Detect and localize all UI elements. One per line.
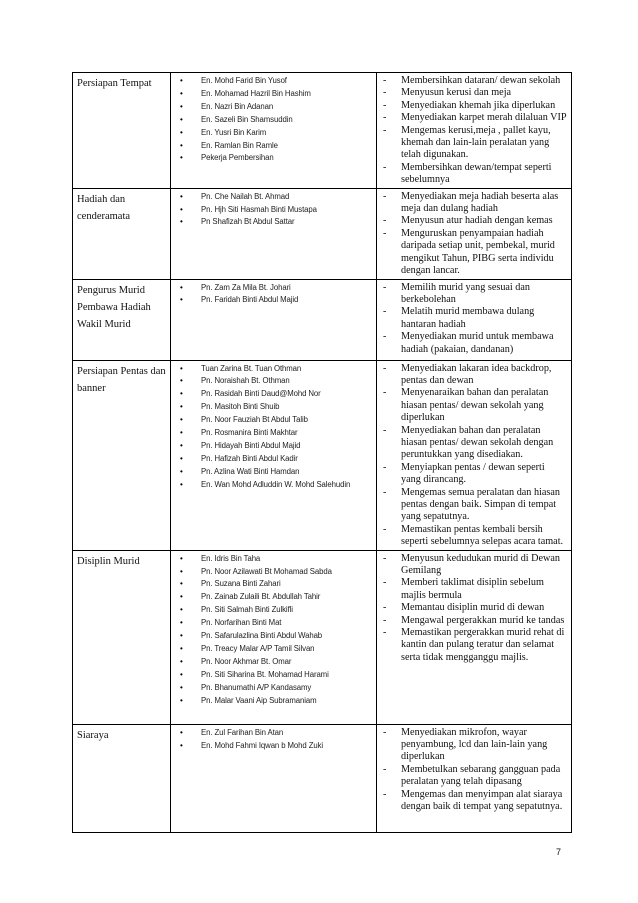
task-item: - Menyusun atur hadiah dengan kemas [381, 215, 567, 227]
member-item: • Pn. Rosmanira Binti Makhtar [175, 427, 372, 440]
unit-cell [73, 724, 171, 832]
task-item: - Menyediakan murid untuk membawa hadiah (pakaian, dandanan) [381, 331, 567, 356]
task-item: - Mengemas dan menyimpan alat siaraya dengan baik di tempat yang sepatutnya. [381, 789, 567, 814]
members-cell [171, 360, 377, 550]
task-list [381, 282, 567, 356]
task-item: - Menyediakan karpet merah dilaluan VIP [381, 112, 567, 124]
unit-name: Pengurus Murid Pembawa Hadiah Wakil Murid [77, 284, 151, 330]
task-item: - Menyusun kerusi dan meja [381, 87, 567, 99]
members-cell [171, 279, 377, 360]
member-list [175, 727, 372, 753]
member-item: • Pn. Masitoh Binti Shuib [175, 401, 372, 414]
member-item: • Pn. Suzana Binti Zahari [175, 578, 372, 591]
member-list [175, 553, 372, 708]
duty-table [72, 72, 572, 833]
member-item: • Pn. Hjh Siti Hasmah Binti Mustapa [175, 204, 372, 217]
unit-cell [73, 279, 171, 360]
task-list [381, 75, 567, 187]
member-item: • En. Yusri Bin Karim [175, 127, 372, 140]
unit-cell [73, 73, 171, 189]
member-item: • Pn. Treacy Malar A/P Tamil Silvan [175, 643, 372, 656]
table-row [73, 188, 572, 279]
member-item: • En. Mohd Farid Bin Yusof [175, 75, 372, 88]
task-item: - Menyusun kedudukan murid di Dewan Gemilang [381, 553, 567, 578]
task-item: - Memantau disiplin murid di dewan [381, 602, 567, 614]
member-item: • Pn. Zam Za Mila Bt. Johari [175, 282, 372, 295]
unit-name: Persiapan Tempat [77, 78, 152, 89]
member-item: • Pn. Hidayah Binti Abdul Majid [175, 440, 372, 453]
task-item: - Membersihkan dewan/tempat seperti sebelumnya [381, 162, 567, 187]
member-item: • Pn. Noraishah Bt. Othman [175, 375, 372, 388]
member-item: • En. Wan Mohd Adluddin W. Mohd Salehudin [175, 479, 372, 492]
member-item: • Pn. Siti Salmah Binti Zulkifli [175, 604, 372, 617]
task-item: - Melatih murid membawa dulang hantaran hadiah [381, 306, 567, 331]
member-item: • Pn. Noor Akhmar Bt. Omar [175, 656, 372, 669]
unit-name: Hadiah dan cenderamata [77, 193, 131, 222]
tasks-cell [377, 360, 572, 550]
member-item: • Pn. Bhanumathi A/P Kandasamy [175, 682, 372, 695]
unit-name: Persiapan Pentas dan banner [77, 365, 166, 394]
member-list [175, 282, 372, 308]
member-item: • Pn. Che Nailah Bt. Ahmad [175, 191, 372, 204]
task-item: - Memberi taklimat disiplin sebelum majlis bermula [381, 577, 567, 602]
member-item: • En. Mohd Fahmi Iqwan b Mohd Zuki [175, 740, 372, 753]
table-row [73, 279, 572, 360]
member-item: • En. Ramlan Bin Ramle [175, 140, 372, 153]
member-item: • En. Sazeli Bin Shamsuddin [175, 114, 372, 127]
task-item: - Membetulkan sebarang gangguan pada peralatan yang telah dipasang [381, 764, 567, 789]
member-item: • En. Nazri Bin Adanan [175, 101, 372, 114]
table-row [73, 360, 572, 550]
task-item: - Menyenaraikan bahan dan peralatan hiasan pentas/ dewan sekolah yang diperlukan [381, 387, 567, 424]
task-item: - Memastikan pentas kembali bersih seperti sebelumnya selepas acara tamat. [381, 524, 567, 549]
task-item: - Membersihkan dataran/ dewan sekolah [381, 75, 567, 87]
tasks-cell [377, 73, 572, 189]
unit-cell [73, 188, 171, 279]
task-item: - Menyediakan khemah jika diperlukan [381, 100, 567, 112]
task-item: - Mengawal pergerakkan murid ke tandas [381, 615, 567, 627]
task-item: - Menyediakan lakaran idea backdrop, pentas dan dewan [381, 363, 567, 388]
task-list [381, 553, 567, 665]
member-item: • En. Idris Bin Taha [175, 553, 372, 566]
task-list [381, 191, 567, 278]
member-item: • Pn. Rasidah Binti Daud@Mohd Nor [175, 388, 372, 401]
unit-cell [73, 550, 171, 724]
member-list [175, 191, 372, 230]
member-item: • Pn. Faridah Binti Abdul Majid [175, 294, 372, 307]
tasks-cell [377, 724, 572, 832]
member-item: • En. Zul Farihan Bin Atan [175, 727, 372, 740]
member-item: • Tuan Zarina Bt. Tuan Othman [175, 363, 372, 376]
task-item: - Menguruskan penyampaian hadiah daripada setiap unit, pembekal, murid mengikut Tahun, PIBG serta individu dengan lancar. [381, 228, 567, 278]
members-cell [171, 188, 377, 279]
member-item: • Pn. Safarulazlina Binti Abdul Wahab [175, 630, 372, 643]
unit-name: Siaraya [77, 729, 109, 741]
task-item: - Mengemas semua peralatan dan hiasan pentas dengan baik. Simpan di tempat yang sepatutnya. [381, 487, 567, 524]
member-item: • Pekerja Pembersihan [175, 152, 372, 165]
page-number: 7 [556, 847, 562, 857]
table-row [73, 73, 572, 189]
member-item: • Pn. Siti Siharina Bt. Mohamad Harami [175, 669, 372, 682]
task-item: - Menyediakan meja hadiah beserta alas meja dan dulang hadiah [381, 191, 567, 216]
tasks-cell [377, 279, 572, 360]
task-item: - Memilih murid yang sesuai dan berkebolehan [381, 282, 567, 307]
members-cell [171, 73, 377, 189]
tasks-cell [377, 550, 572, 724]
task-list [381, 363, 567, 549]
member-item: • Pn. Norfarihan Binti Mat [175, 617, 372, 630]
member-item: • En. Mohamad Hazril Bin Hashim [175, 88, 372, 101]
members-cell [171, 724, 377, 832]
unit-cell [73, 360, 171, 550]
unit-name: Disiplin Murid [77, 555, 140, 567]
tasks-cell [377, 188, 572, 279]
task-list [381, 727, 567, 814]
task-item: - Menyediakan bahan dan peralatan hiasan pentas/ dewan sekolah dengan peruntukkan yang disediakan. [381, 425, 567, 462]
table-row [73, 550, 572, 724]
table-row [73, 724, 572, 832]
member-item: • Pn. Hafizah Binti Abdul Kadir [175, 453, 372, 466]
member-list [175, 363, 372, 492]
member-item: • Pn Shafizah Bt Abdul Sattar [175, 216, 372, 229]
task-item: - Mengemas kerusi,meja , pallet kayu, khemah dan lain-lain peralatan yang telah digunakan. [381, 125, 567, 162]
member-list [175, 75, 372, 165]
task-item: - Menyiapkan pentas / dewan seperti yang dirancang. [381, 462, 567, 487]
members-cell [171, 550, 377, 724]
member-item: • Pn. Noor Azilawati Bt Mohamad Sabda [175, 566, 372, 579]
member-item: • Pn. Zainab Zulaili Bt. Abdullah Tahir [175, 591, 372, 604]
member-item: • Pn. Malar Vaani Aip Subramaniam [175, 695, 372, 708]
member-item: • Pn. Azlina Wati Binti Hamdan [175, 466, 372, 479]
duty-table-body [73, 73, 572, 833]
task-item: - Menyediakan mikrofon, wayar penyambung, lcd dan lain-lain yang diperlukan [381, 727, 567, 764]
member-item: • Pn. Noor Fauziah Bt Abdul Talib [175, 414, 372, 427]
task-item: - Memastikan pergerakkan murid rehat di kantin dan pulang teratur dan selamat serta tidak mengganggu majlis. [381, 627, 567, 664]
